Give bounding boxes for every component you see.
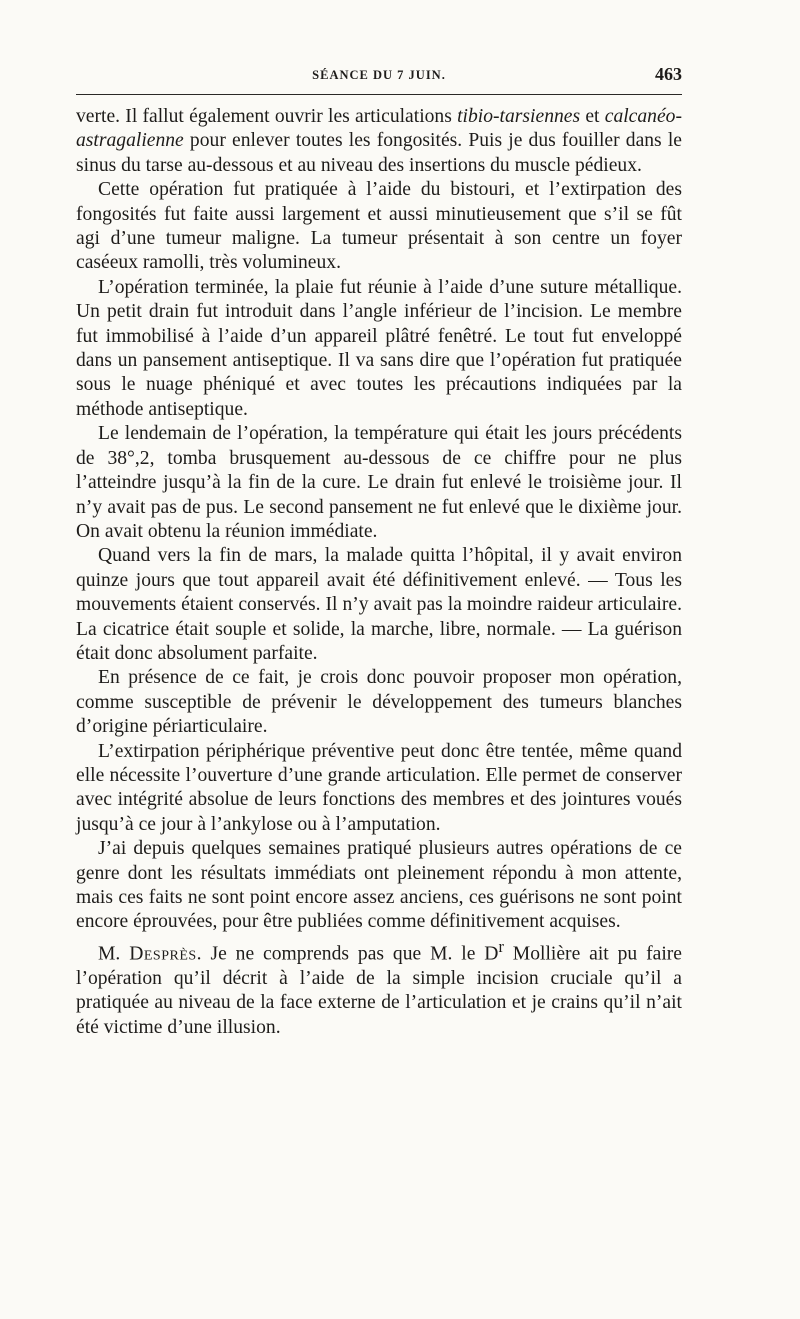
paragraph	[76, 422, 682, 544]
italic-term: tibio-tarsiennes	[457, 106, 581, 127]
paragraph	[76, 105, 682, 178]
speaker-name: Desprès	[129, 943, 197, 965]
superscript: r	[498, 936, 504, 956]
text-run: pour enlever toutes les fongosités. Puis je dus fouiller dans le sinus du tarse au-dessous et au niveau des insertions du muscle pédieux.	[76, 130, 682, 176]
text-run: L’extirpation périphérique préventive peut donc être tentée, même quand elle nécessite l’ouverture d’une grande articulation. Elle permet de conserver avec intégrité absolue de leurs fonctions des membres et des jointures voués jusqu’à ce jour à l’ankylose ou à l’amputation.	[76, 740, 682, 835]
paragraph	[76, 544, 682, 666]
paragraph	[76, 276, 682, 422]
paragraph	[76, 740, 682, 838]
text-run: Mollière ait pu faire l’opération qu’il décrit à l’aide de la simple incision cruciale qu’il a pratiquée au niveau de la face externe de l’articulation et je crains qu’il n’ait été victime d’une illusion.	[76, 943, 682, 1038]
page-number: 463	[655, 64, 682, 84]
text-run: . Je ne comprends pas que M. le D	[196, 943, 499, 965]
text-run: Quand vers la fin de mars, la malade quitta l’hôpital, il y avait environ quinze jours que tout appareil avait été définitivement enlevé. — Tous les mouvements étaient conservés. Il n’y avait pas la moindre raideur articulaire. La cicatrice était souple et solide, la marche, libre, normale. — La guérison était donc absolument parfaite.	[76, 545, 682, 664]
italic-term: calcanéo-astragalienne	[76, 106, 682, 152]
text-run: verte. Il fallut également ouvrir les articulations	[76, 106, 458, 127]
paragraph	[76, 666, 682, 739]
speaker-paragraph	[76, 935, 682, 1040]
paragraph	[76, 837, 682, 935]
text-run: Cette opération fut pratiquée à l’aide du bistouri, et l’extirpation des fongosités fut faite aussi largement et aussi minutieusement que s’il se fût agi d’une tumeur maligne. La tumeur présentait à son centre un foyer caséeux ramolli, très volumineux.	[76, 179, 682, 274]
running-head: SÉANCE DU 7 JUIN.	[312, 68, 446, 82]
book-page	[76, 62, 682, 1040]
text-run: Le lendemain de l’opération, la température qui était les jours précédents de 38°,2, tomba brusquement au-dessous de ce chiffre pour ne plus l’atteindre jusqu’à la fin de la cure. Le drain fut enlevé le troisième jour. Il n’y avait pas de pus. Le second pansement ne fut enlevé que le dixième jour. On avait obtenu la réunion immédiate.	[76, 423, 682, 542]
body-text	[76, 105, 682, 1040]
text-run: M.	[98, 943, 130, 965]
paragraph	[76, 178, 682, 276]
text-run: J’ai depuis quelques semaines pratiqué plusieurs autres opérations de ce genre dont les résultats immédiats ont pleinement répondu à mon attente, mais ces faits ne sont point encore assez anciens, ces guérisons ne sont point encore éprouvées, pour être publiées comme définitivement acquises.	[76, 838, 682, 933]
text-run: En présence de ce fait, je crois donc pouvoir proposer mon opération, comme susceptible de prévenir le développement des tumeurs blanches d’origine périarticulaire.	[76, 667, 682, 738]
text-run: L’opération terminée, la plaie fut réunie à l’aide d’une suture métallique. Un petit drain fut introduit dans l’angle inférieur de l’incision. Le membre fut immobilisé à l’aide d’un appareil plâtré fenêtré. Le tout fut enveloppé dans un pansement antiseptique. Il va sans dire que l’opération fut pratiquée sous le nuage phéniqué et avec toutes les précautions indiquées par la méthode antiseptique.	[76, 276, 682, 420]
page-header	[76, 62, 682, 95]
text-run: et	[580, 106, 605, 127]
